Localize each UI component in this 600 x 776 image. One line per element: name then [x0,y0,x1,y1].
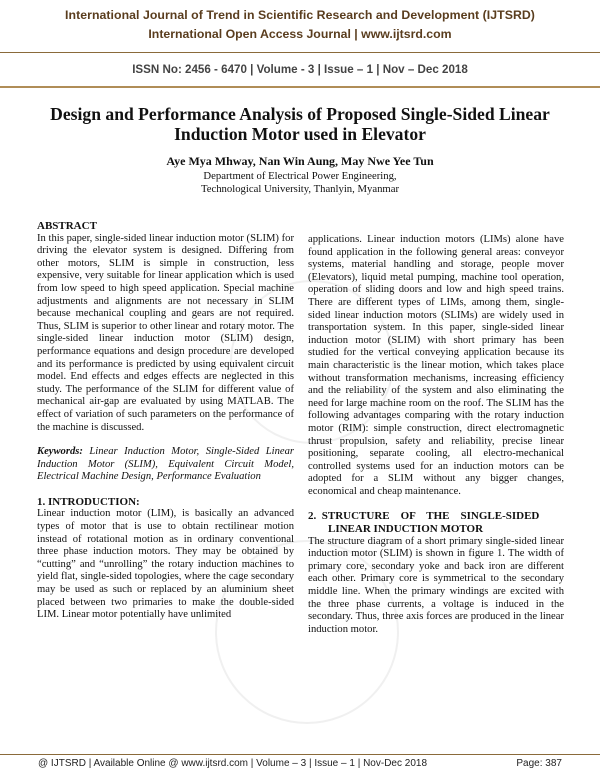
affiliation [0,170,600,196]
paper-title-line1: Design and Performance Analysis of Proposed Single-Sided Linear [50,104,550,124]
journal-title: International Journal of Trend in Scientific Research and Development (IJTSRD) [65,8,535,22]
keywords [37,446,294,484]
abstract-text: In this paper, single-sided linear induction motor (SLIM) for driving the elevator system is designed. Differing from other motors, SLIM is simple in construction, less expensive, very suitable for linear application which is used from low speed to high speed application. Special machine adjustments and alignments are not necessary in SLIM because mechanical coupling and gears are not required. Thus, SLIM is superior to other linear and rotary motor. The single-sided linear induction motor (SLIM) design, performance equations and design procedure are developed and its performance is predicted by using equivalent circuit model. End effects and edges effects are neglected in this study. The performance of the SLIM for different value of mechanical air-gap are evaluated by using MATLAB. The effect of variation of such parameters on the performance of the machine is discussed. [37,232,294,433]
footer-page: Page: 387 [516,758,562,769]
paper-title [0,104,600,144]
header-divider [0,52,600,53]
authors: Aye Mya Mhway, Nan Win Aung, May Nwe Yee Tun [166,154,434,168]
footer-left: @ IJTSRD | Available Online @ www.ijtsrd.com | Volume – 3 | Issue – 1 | Nov-Dec 2018 [38,758,427,769]
keywords-label: Keywords: [37,446,83,458]
right-column [308,234,564,636]
abstract-heading: ABSTRACT [37,220,97,232]
keywords-text: Linear Induction Motor, Single-Sided Linear Induction Motor (SLIM), Equivalent Circuit Model, Electrical Machine Design, Performance Evaluation [37,446,294,483]
left-column [37,220,294,622]
paper-title-line2: Induction Motor used in Elevator [174,124,426,144]
journal-subtitle: International Open Access Journal | www.ijtsrd.com [148,27,452,41]
issn-line: ISSN No: 2456 - 6470 | Volume - 3 | Issue – 1 | Nov – Dec 2018 [132,63,468,76]
section2-heading-line2: LINEAR INDUCTION MOTOR [328,523,484,536]
affiliation-line1: Department of Electrical Power Engineering, [203,170,397,182]
section2-text: The structure diagram of a short primary single-sided linear induction motor (SLIM) is shown in figure 1. The width of primary core, secondary yoke and back iron are different each other. Primary core is symmetrical to the secondary middle line. When the primary windings are excited with the three phase currents, a voltage is induced in the secondary. Thus, three axis forces are produced in the linear induction motor. [308,535,564,635]
section2-heading-line1: 2. STRUCTURE OF THE SINGLE-SIDED [308,510,540,523]
page-footer [0,754,600,776]
header-divider-bottom [0,86,600,88]
intro-text: Linear induction motor (LIM), is basically an advanced types of motor that is use to obtain rectilinear motion instead of rotational motion as in ordinary conventional three phase induction motors. They may be obtained by “cutting” and “unrolling” the rotary induction machines to yield flat, single-sided topologies, where the cage secondary may be used as such or replaced by an aluminium sheet placed between two primaries to make the double-sided LIM. Linear motor potentially have unlimited [37,508,294,621]
section2-heading [308,510,564,535]
footer-border [0,754,600,755]
intro-heading: 1. INTRODUCTION: [37,495,140,508]
affiliation-line2: Technological University, Thanlyin, Myanmar [200,183,400,195]
right-para1: applications. Linear induction motors (LIMs) alone have found application in the following general areas: conveyor systems, material handling and storage, people mover (Elevators), liquid metal pumping, machine tool operation, operation of sliding doors and low and high speed trains. There are different types of LIMs, among them, single-sided linear induction motors (SLIMs) are widely used in transportation system. In this paper, single-sided linear induction motor (SLIM) with short primary has been studied for the vertical conveying application because its main characteristic is the linear motion, which takes place without transformation mechanisms, increasing efficiency and the reliability of the system and also eliminating the need for large machine room on the roof. The SLIM has the following advantages comparing with the rotary induction motor (RIM): simple construction, direct electromagnetic thrust propulsion, safety and reliability, precise linear positioning, separate cooling, all electro-mechanical controlled systems used for an induction motors can be adopted for a SLIM without any bigger changes, economical and cheap maintenance. [308,234,564,497]
